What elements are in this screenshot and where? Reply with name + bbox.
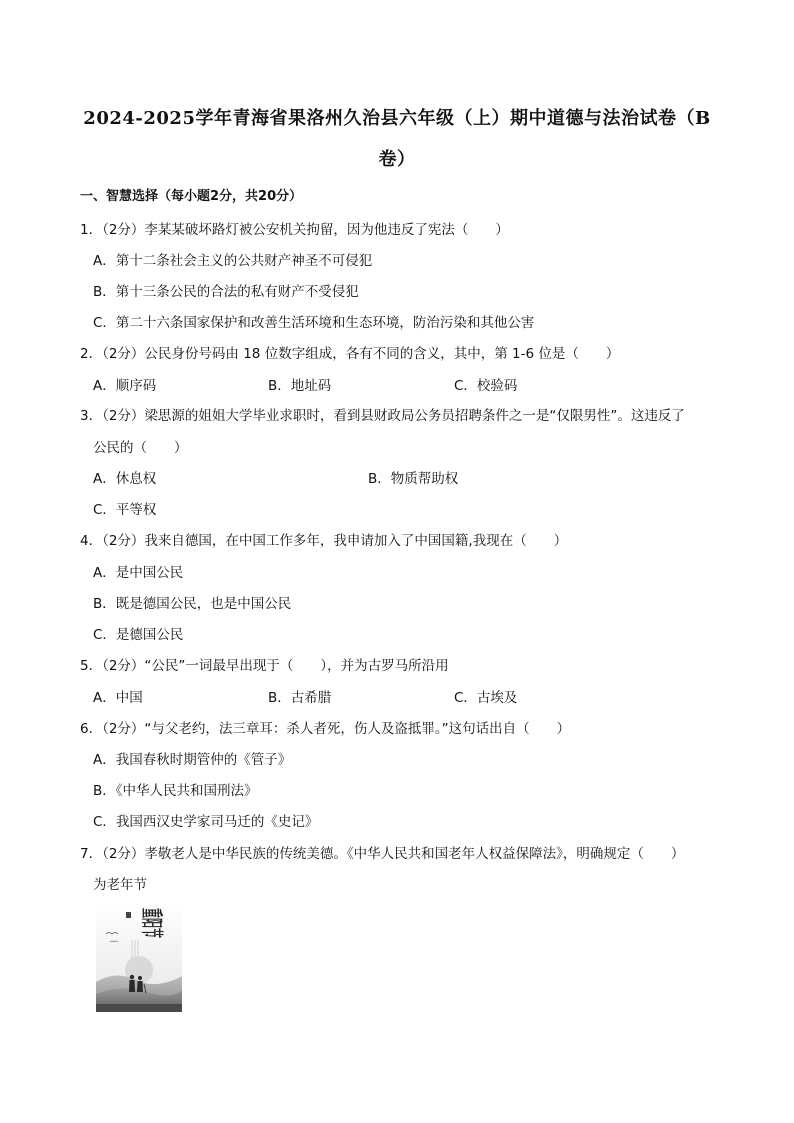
- question-6-option-c[interactable]: C．我国西汉史学家司马迁的《史记》: [93, 814, 319, 830]
- question-3-stem: 3．（2分）梁思源的姐姐大学毕业求职时，看到县财政局公务员招聘条件之一是“仅限男性”。这违反了: [80, 408, 685, 424]
- question-2-stem: 2．（2分）公民身份号码由 18 位数字组成，各有不同的含义，其中，第 1-6 位是（ ）: [80, 346, 620, 362]
- question-5-option-a[interactable]: A．中国: [93, 690, 143, 706]
- question-1-option-a[interactable]: A．第十二条社会主义的公共财产神圣不可侵犯: [93, 253, 373, 269]
- question-2-option-c[interactable]: C．校验码: [454, 378, 518, 394]
- question-4-option-a[interactable]: A．是中国公民: [93, 565, 184, 581]
- question-7-stem: 7．（2分）孝敬老人是中华民族的传统美德。《中华人民共和国老年人权益保障法》，明确规定（ ）: [80, 846, 685, 862]
- question-4-option-c[interactable]: C．是德国公民: [93, 627, 184, 643]
- question-2-option-a[interactable]: A．顺序码: [93, 378, 157, 394]
- question-6-option-a[interactable]: A．我国春秋时期管仲的《管子》: [93, 752, 292, 768]
- question-5-option-b[interactable]: B．古希腊: [268, 690, 332, 706]
- exam-title-line2: 卷）: [378, 149, 416, 170]
- question-3-stem-cont: 公民的（ ）: [93, 440, 188, 456]
- chongyang-festival-illustration: [96, 900, 182, 1012]
- question-7-stem-cont: 为老年节: [93, 877, 147, 893]
- calligraphy-title: [138, 908, 164, 938]
- question-2-option-b[interactable]: B．地址码: [268, 378, 332, 394]
- question-5-option-c[interactable]: C．古埃及: [454, 690, 518, 706]
- question-6-option-b[interactable]: B．《中华人民共和国刑法》: [93, 783, 258, 799]
- question-1-stem: 1．（2分）李某某破坏路灯被公安机关拘留，因为他违反了宪法（ ）: [80, 222, 509, 238]
- section-heading: 一、智慧选择（每小题2分，共20分）: [80, 189, 303, 204]
- question-3-option-a[interactable]: A．休息权: [93, 471, 157, 487]
- question-1-option-b[interactable]: B．第十三条公民的合法的私有财产不受侵犯: [93, 284, 359, 300]
- exam-title-line1: 2024-2025学年青海省果洛州久治县六年级（上）期中道德与法治试卷（B: [83, 108, 711, 129]
- question-5-stem: 5．（2分）“公民”一词最早出现于（ ），并为古罗马所沿用: [80, 658, 449, 674]
- question-6-stem: 6．（2分）“与父老约，法三章耳：杀人者死，伤人及盗抵罪。”这句话出自（ ）: [80, 721, 571, 737]
- question-1-option-c[interactable]: C．第二十六条国家保护和改善生活环境和生态环境，防治污染和其他公害: [93, 315, 535, 331]
- question-3-option-c[interactable]: C．平等权: [93, 502, 157, 518]
- question-4-stem: 4．（2分）我来自德国，在中国工作多年，我申请加入了中国国籍,我现在（ ）: [80, 533, 568, 549]
- question-4-option-b[interactable]: B．既是德国公民，也是中国公民: [93, 596, 292, 612]
- question-3-option-b[interactable]: B．物质帮助权: [368, 471, 459, 487]
